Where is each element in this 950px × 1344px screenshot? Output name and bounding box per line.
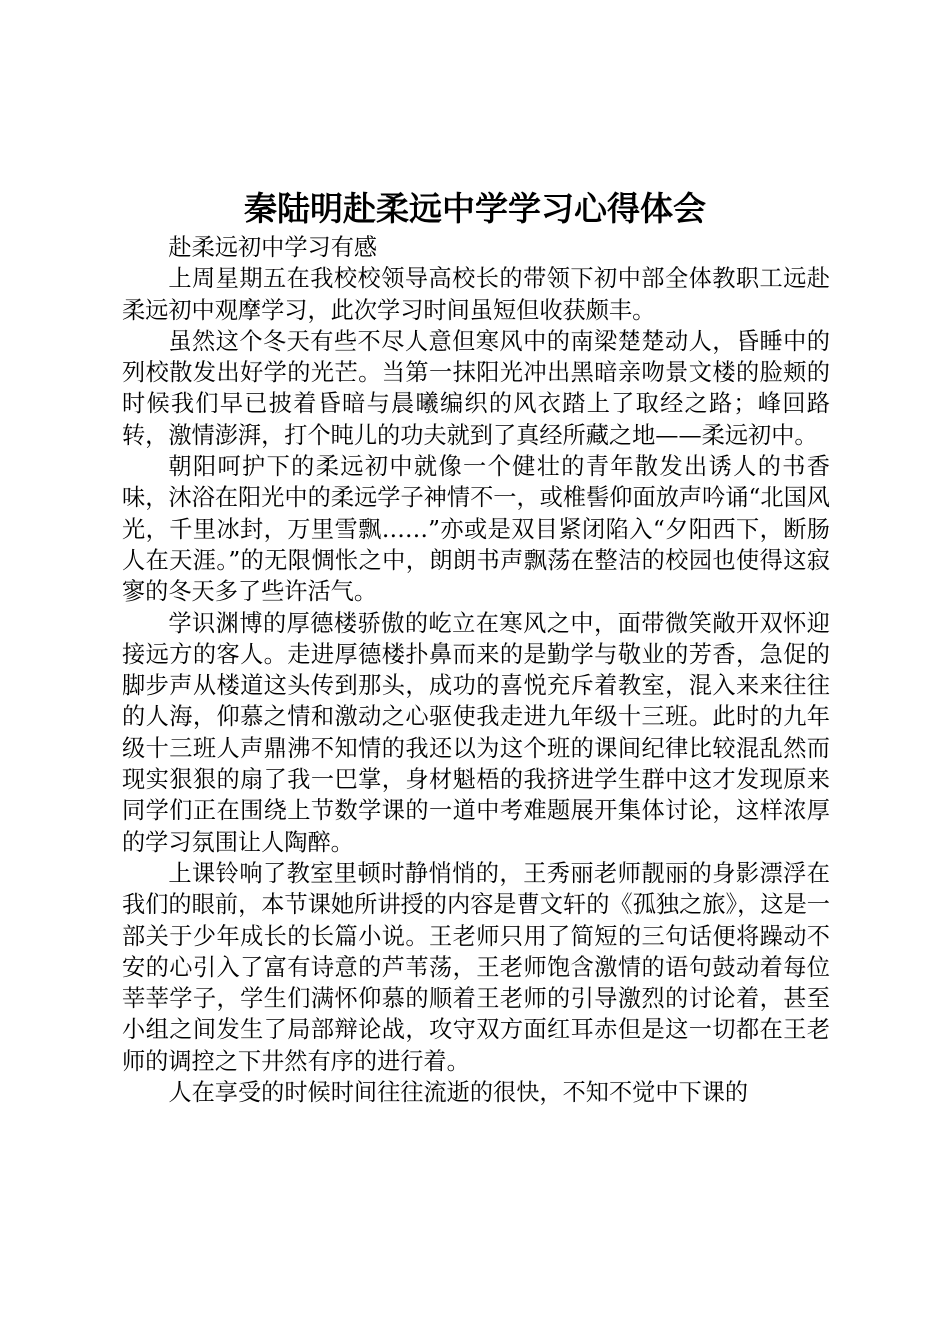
body-paragraph: 朝阳呵护下的柔远初中就像一个健壮的青年散发出诱人的书香味，沐浴在阳光中的柔远学子神情不一，或椎髻仰面放声吟诵“北国风光，千里冰封，万里雪飘……”亦或是双目紧闭陷入“夕阳西下，断肠人在天涯。”的无限惆怅之中，朗朗书声飘荡在整洁的校园也使得这寂寥的冬天多了些许活气。 bbox=[122, 453, 830, 606]
subtitle-paragraph: 赴柔远初中学习有感 bbox=[168, 234, 378, 261]
page-title: 秦陆明赴柔远中学学习心得体会 bbox=[244, 189, 706, 228]
body-paragraph: 人在享受的时候时间往往流逝的很快，不知不觉中下课的 bbox=[168, 1079, 749, 1107]
body-paragraph: 虽然这个冬天有些不尽人意但寒风中的南梁楚楚动人，昏睡中的列校散发出好学的光芒。当第一抹阳光冲出黑暗亲吻景文楼的脸颊的时候我们早已披着昏暗与晨曦编织的风衣踏上了取经之路；峰回路转，激情澎湃，打个盹儿的功夫就到了真经所藏之地——柔远初中。 bbox=[122, 327, 830, 449]
body-paragraph: 上课铃响了教室里顿时静悄悄的，王秀丽老师靓丽的身影漂浮在我们的眼前，本节课她所讲授的内容是曹文轩的《孤独之旅》，这是一部关于少年成长的长篇小说。王老师只用了简短的三句话便将躁动不安的心引入了富有诗意的芦苇荡，王老师饱含激情的语句鼓动着每位莘莘学子，学生们满怀仰慕的顺着王老师的引导激烈的讨论着，甚至小组之间发生了局部辩论战，攻守双方面红耳赤但是这一切都在王老师的调控之下井然有序的进行着。 bbox=[122, 859, 830, 1075]
body-paragraph: 学识渊博的厚德楼骄傲的屹立在寒风之中，面带微笑敞开双怀迎接远方的客人。走进厚德楼扑鼻而来的是勤学与敬业的芳香，急促的脚步声从楼道这头传到那头，成功的喜悦充斥着教室，混入来来往往的人海，仰慕之情和激动之心驱使我走进九年级十三班。此时的九年级十三班人声鼎沸不知情的我还以为这个班的课间纪律比较混乱然而现实狠狠的扇了我一巴掌，身材魁梧的我挤进学生群中这才发现原来同学们正在围绕上节数学课的一道中考难题展开集体讨论，这样浓厚的学习氛围让人陶醉。 bbox=[122, 609, 830, 856]
body-paragraph: 上周星期五在我校校领导高校长的带领下初中部全体教职工远赴柔远初中观摩学习，此次学习时间虽短但收获颇丰。 bbox=[122, 265, 830, 324]
document-body bbox=[122, 232, 830, 1108]
